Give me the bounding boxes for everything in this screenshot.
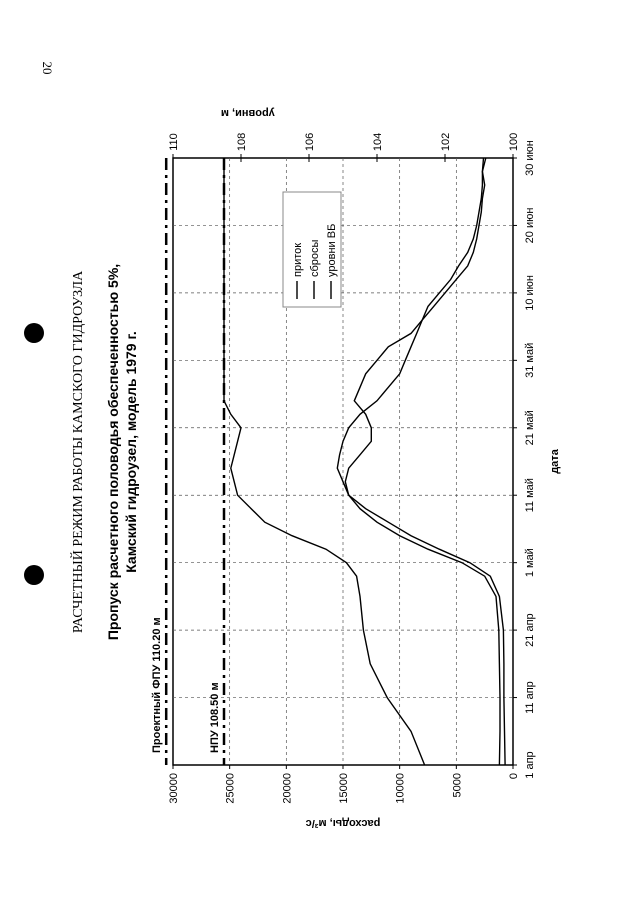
- x-tick-label: 30 июн: [524, 140, 536, 176]
- legend-label: уровни ВБ: [326, 223, 338, 277]
- reference-line-label: НПУ 108.50 м: [209, 682, 221, 753]
- y-tick-label: 15000: [338, 773, 350, 804]
- legend-label: приток: [292, 242, 304, 277]
- y2-tick-label: 108: [236, 132, 248, 152]
- y2-axis-title: уровни, м: [220, 107, 275, 119]
- series-line-1: [345, 158, 500, 765]
- x-tick-label: 20 июн: [524, 207, 536, 244]
- x-tick-label: 11 апр: [524, 681, 536, 714]
- chart: [151, 107, 561, 829]
- x-tick-label: 1 апр: [524, 751, 536, 779]
- reference-line-label: Проектный ФПУ 110.20 м: [151, 617, 164, 753]
- chart-title-line1: Пропуск расчетного половодья обеспеченностью 5%,: [105, 263, 121, 641]
- series-line-2: [337, 158, 505, 765]
- chart-title-line2: Камский гидроузел, модель 1979 г.: [123, 331, 139, 573]
- punch-hole-bottom: [24, 565, 44, 585]
- y-axis-title: расходы, м³/с: [305, 817, 381, 829]
- x-tick-label: 1 май: [524, 548, 536, 578]
- y2-tick-label: 110: [168, 133, 180, 151]
- y-tick-label: 25000: [224, 773, 237, 804]
- x-tick-label: 21 май: [524, 410, 536, 446]
- x-tick-label: 11 май: [524, 478, 536, 513]
- y2-tick-label: 106: [304, 132, 316, 152]
- x-tick-label: 31 май: [524, 342, 536, 378]
- y-tick-label: 0: [508, 773, 520, 780]
- x-tick-label: 10 июн: [524, 275, 536, 311]
- y2-tick-label: 100: [508, 132, 520, 152]
- y-tick-label: 20000: [281, 773, 294, 804]
- y2-tick-label: 102: [440, 132, 452, 152]
- y-tick-label: 10000: [394, 773, 407, 804]
- legend-label: сбросы: [309, 239, 321, 277]
- page-number: 20: [40, 61, 55, 75]
- y-tick-label: 30000: [168, 773, 180, 804]
- y2-tick-label: 104: [372, 132, 384, 152]
- x-tick-label: 21 апр: [524, 613, 536, 647]
- x-axis-title: дата: [549, 449, 561, 474]
- punch-hole-top: [24, 323, 44, 343]
- page-header: РАСЧЕТНЫЙ РЕЖИМ РАБОТЫ КАМСКОГО ГИДРОУЗЛА: [71, 270, 86, 634]
- y-tick-label: 5000: [451, 773, 464, 798]
